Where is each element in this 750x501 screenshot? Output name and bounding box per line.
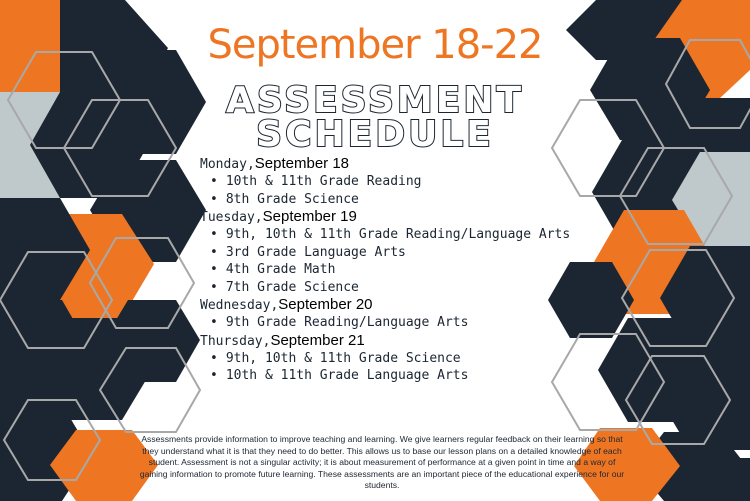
list-item: • 8th Grade Science (200, 191, 560, 209)
day-date: September 21 (270, 331, 365, 349)
day-date: September 18 (254, 155, 350, 172)
list-item: • 9th, 10th & 11th Grade Science (200, 350, 560, 368)
list-item: • 10th & 11th Grade Language Arts (200, 367, 560, 385)
day-name: Wednesday, (200, 298, 279, 313)
day-heading (200, 208, 560, 226)
day-block (200, 296, 560, 332)
assessment-description: Assessments provide information to improve teaching and learning. We give learners regular feedback on their learning so that they understand what it is that they need to do better. This allows us to base our lesson plans on a detailed knowledge of each student. Assessment is not a singular activity; it is about measurement of performance at a given point in time and a way of gaining information to promote future learning. These assessments are an important piece of the educational experience for our students. (139, 434, 625, 490)
schedule-list (200, 155, 571, 385)
day-heading (200, 155, 560, 173)
day-block (200, 155, 560, 208)
list-item: • 10th & 11th Grade Reading (200, 173, 560, 191)
day-date: September 19 (262, 208, 357, 225)
list-item: • 7th Grade Science (200, 279, 560, 297)
day-name: Thursday, (200, 333, 271, 349)
day-name: Tuesday, (200, 210, 263, 225)
day-heading (200, 332, 560, 350)
schedule-heading: SCHEDULE (256, 114, 494, 155)
day-name: Monday, (200, 157, 255, 172)
day-block (200, 332, 560, 385)
date-range-heading: September 18-22 (207, 22, 543, 68)
list-item: • 9th Grade Reading/Language Arts (200, 314, 560, 332)
list-item: • 4th Grade Math (200, 261, 560, 279)
day-date: September 20 (278, 296, 373, 313)
list-item: • 3rd Grade Language Arts (200, 244, 560, 262)
day-block (200, 208, 571, 296)
list-item: • 9th, 10th & 11th Grade Reading/Language Arts (200, 226, 560, 244)
day-heading (200, 296, 560, 314)
assessment-heading: ASSESSMENT (225, 80, 525, 121)
